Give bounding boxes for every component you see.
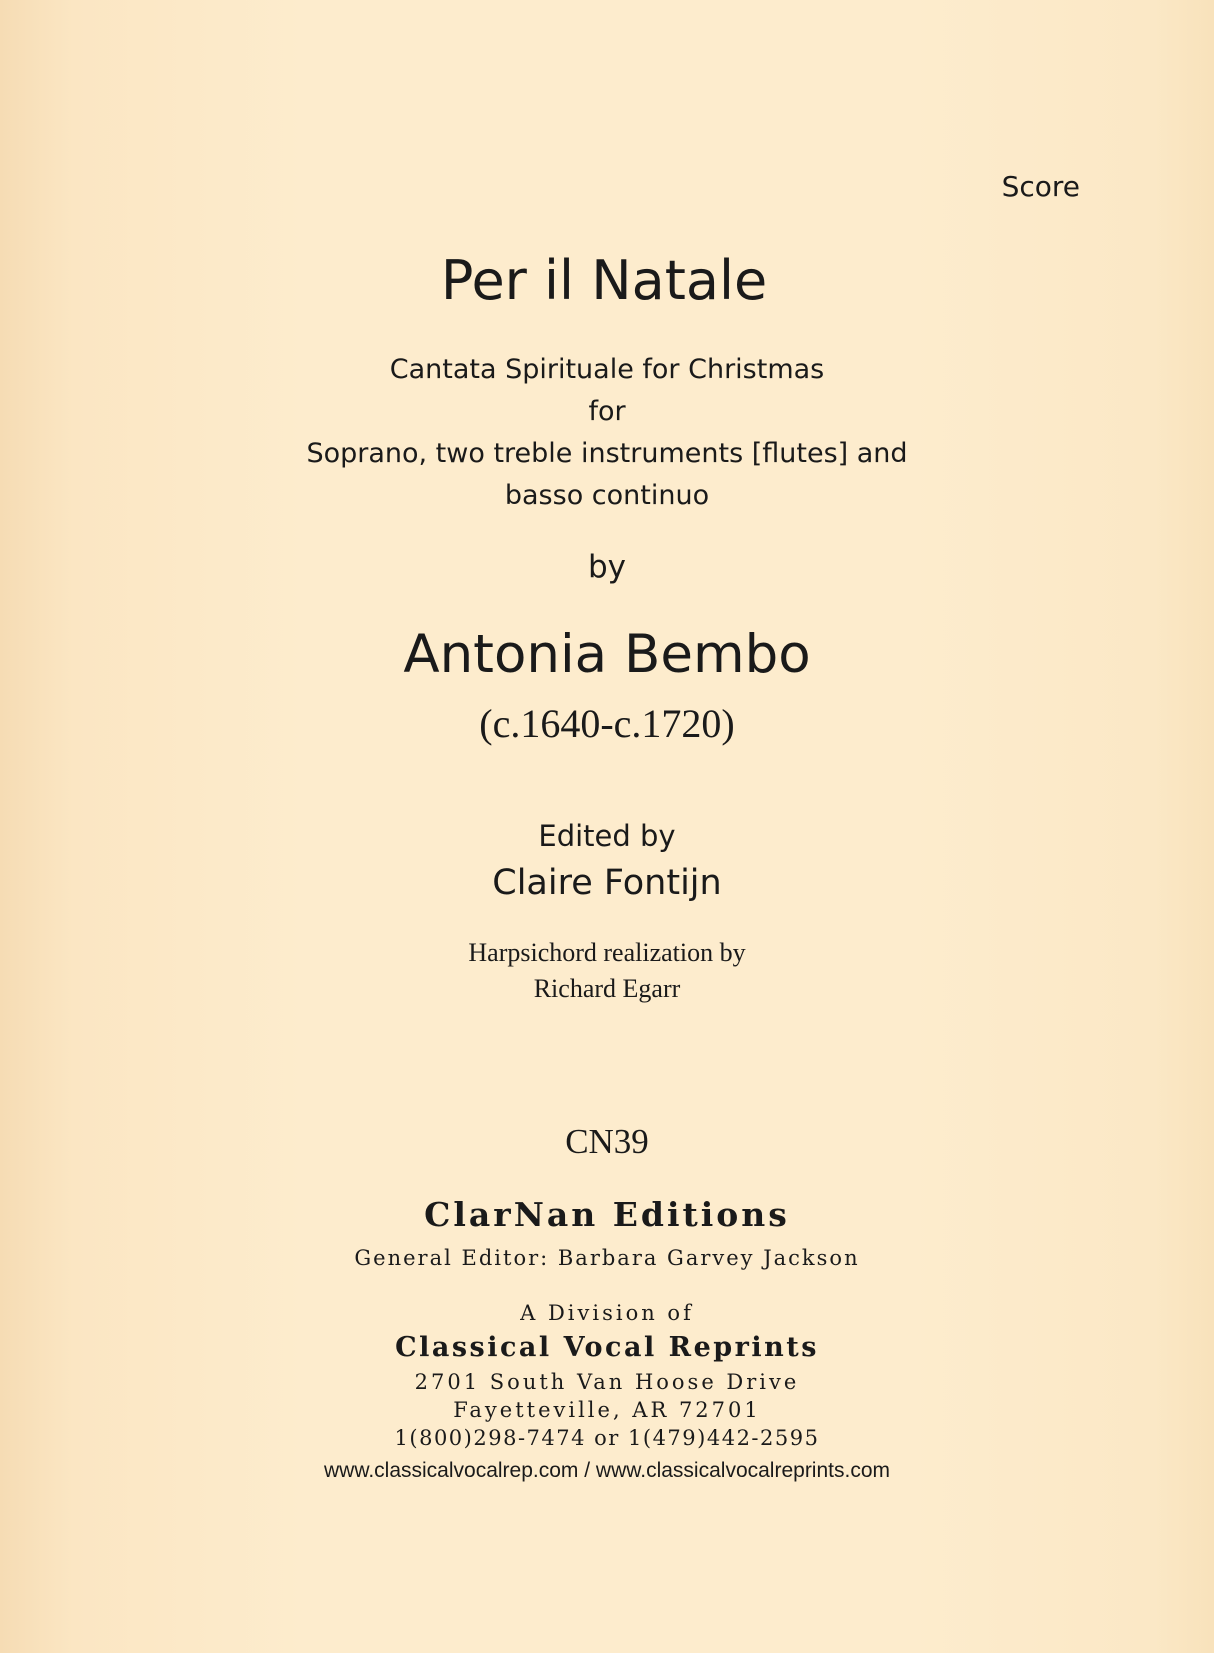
subtitle-line: for — [588, 396, 626, 427]
address-city: Fayetteville, AR 72701 — [453, 1398, 761, 1422]
realization-label: Harpsichord realization by — [468, 938, 746, 967]
subtitle-line: Soprano, two treble instruments [flutes] and — [306, 438, 908, 469]
subtitle-line: basso continuo — [504, 480, 710, 511]
general-editor: General Editor: Barbara Garvey Jackson — [354, 1246, 860, 1270]
address-street: 2701 South Van Hoose Drive — [414, 1370, 800, 1394]
work-title: Per il Natale — [440, 249, 768, 312]
edited-by-label: Edited by — [538, 819, 676, 853]
score-label: Score — [1001, 170, 1080, 203]
subtitle-line: Cantata Spirituale for Christmas — [389, 354, 825, 385]
website-links[interactable]: www.classicalvocalrep.com / www.classicalvocalreprints.com — [324, 1459, 890, 1482]
composer-name: Antonia Bembo — [403, 624, 811, 685]
division-label: A Division of — [520, 1301, 694, 1325]
catalog-number: CN39 — [565, 1122, 649, 1161]
by-label: by — [587, 549, 627, 585]
composer-dates: (c.1640-c.1720) — [479, 701, 735, 746]
phone-numbers: 1(800)298-7474 or 1(479)442-2595 — [394, 1426, 820, 1450]
parent-company: Classical Vocal Reprints — [395, 1332, 819, 1363]
publisher-name: ClarNan Editions — [424, 1195, 790, 1234]
realizer-name: Richard Egarr — [533, 974, 681, 1003]
editor-name: Claire Fontijn — [492, 863, 722, 903]
